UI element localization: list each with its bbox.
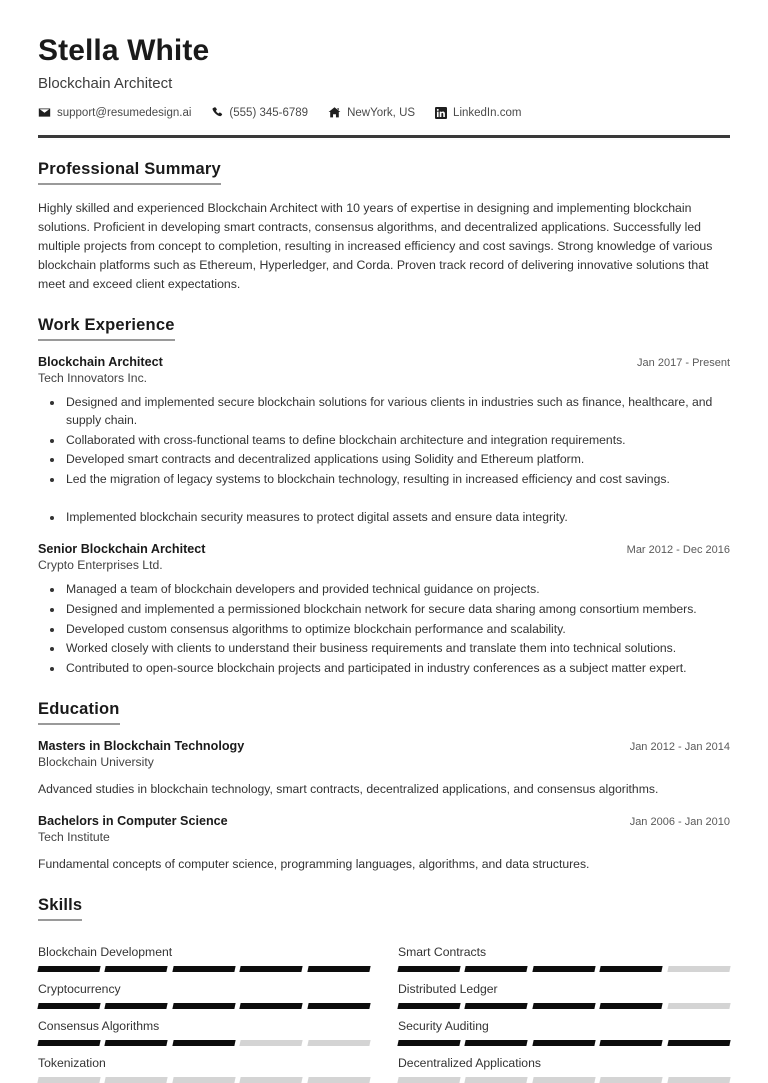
section-heading-summary: Professional Summary — [38, 160, 221, 185]
skill-rating-segment — [667, 966, 731, 972]
section-professional-summary — [38, 160, 730, 294]
experience-company: Crypto Enterprises Ltd. — [38, 558, 163, 573]
skill-rating-segment — [37, 1077, 101, 1083]
section-education — [38, 700, 730, 874]
contact-email[interactable] — [38, 106, 191, 119]
education-school: Tech Institute — [38, 830, 110, 845]
skill-rating-segment — [307, 1040, 371, 1046]
skill-rating-segment — [240, 1077, 304, 1083]
skill-rating-segment — [240, 966, 304, 972]
experience-entry — [38, 355, 730, 526]
list-item: • Developed smart contracts and decentralized applications using Solidity and Ethereum platform. — [64, 451, 730, 469]
skill-label: Cryptocurrency — [38, 982, 121, 997]
skill-rating-segment — [105, 1077, 169, 1083]
skill-rating-bar — [398, 1077, 730, 1083]
education-description: Fundamental concepts of computer science, programming languages, algorithms, and data structures. — [38, 857, 590, 872]
experience-company: Tech Innovators Inc. — [38, 371, 148, 386]
education-date: Jan 2006 - Jan 2010 — [629, 816, 730, 829]
skill-item — [398, 1009, 730, 1046]
skill-rating-segment — [307, 1077, 371, 1083]
contact-phone[interactable] — [211, 106, 308, 119]
skill-rating-segment — [172, 1003, 236, 1009]
section-work-experience — [38, 316, 730, 678]
section-heading-education: Education — [38, 700, 120, 725]
phone-icon — [211, 106, 223, 119]
skill-rating-segment — [667, 1003, 731, 1009]
experience-title: Blockchain Architect — [38, 355, 163, 370]
resume-header — [38, 34, 730, 138]
education-school: Blockchain University — [38, 754, 154, 769]
skill-rating-segment — [667, 1040, 731, 1046]
skill-rating-segment — [397, 1003, 461, 1009]
skill-label: Security Auditing — [398, 1019, 489, 1034]
envelope-icon — [38, 106, 51, 119]
skill-rating-segment — [600, 1077, 664, 1083]
contact-linkedin-text: LinkedIn.com — [453, 106, 522, 119]
skill-rating-bar — [398, 1040, 730, 1046]
skill-rating-segment — [172, 966, 236, 972]
experience-bullets — [38, 581, 730, 677]
skill-rating-segment — [240, 1003, 304, 1009]
skill-rating-segment — [600, 1040, 664, 1046]
skill-item — [38, 1046, 370, 1083]
section-heading-experience: Work Experience — [38, 316, 175, 341]
skill-rating-segment — [307, 1003, 371, 1009]
skill-rating-segment — [37, 966, 101, 972]
experience-date: Jan 2017 - Present — [637, 357, 730, 370]
experience-bullets — [38, 394, 730, 526]
linkedin-icon — [435, 107, 447, 119]
list-item: • Managed a team of blockchain developers and provided technical guidance on projects. — [64, 581, 730, 599]
section-skills — [38, 896, 730, 1083]
list-item: • Designed and implemented a permissioned blockchain network for secure data sharing among consortium members. — [64, 601, 730, 619]
skill-rating-segment — [600, 1003, 664, 1009]
contact-location-text: NewYork, US — [347, 106, 416, 119]
education-degree: Bachelors in Computer Science — [38, 814, 228, 829]
skill-rating-segment — [397, 1077, 461, 1083]
skill-item — [398, 935, 730, 972]
home-icon — [328, 106, 341, 119]
candidate-job-title: Blockchain Architect — [38, 75, 173, 92]
skill-item — [38, 1009, 370, 1046]
skill-rating-segment — [105, 1040, 169, 1046]
education-entry — [38, 739, 730, 799]
list-item: • Implemented blockchain security measures to protect digital assets and ensure data integrity. — [64, 509, 730, 527]
education-entry — [38, 814, 730, 874]
skill-label: Smart Contracts — [398, 945, 487, 960]
skill-rating-segment — [465, 1040, 529, 1046]
skill-label: Distributed Ledger — [398, 982, 498, 997]
skill-rating-segment — [240, 1040, 304, 1046]
skill-rating-segment — [172, 1077, 236, 1083]
list-item: • Designed and implemented secure blockchain solutions for various clients in industries such as finance, healthcare, and supply chain. — [64, 394, 730, 429]
skill-rating-bar — [38, 966, 370, 972]
section-heading-skills: Skills — [38, 896, 82, 921]
skill-rating-segment — [37, 1040, 101, 1046]
skill-rating-segment — [465, 1003, 529, 1009]
skill-rating-segment — [667, 1077, 731, 1083]
contact-phone-text: (555) 345-6789 — [229, 106, 309, 119]
skill-item — [38, 972, 370, 1009]
skill-rating-segment — [465, 966, 529, 972]
skill-rating-bar — [38, 1003, 370, 1009]
skill-label: Consensus Algorithms — [38, 1019, 160, 1034]
skill-rating-segment — [105, 1003, 169, 1009]
skill-rating-segment — [105, 966, 169, 972]
skill-rating-segment — [397, 1040, 461, 1046]
skill-label: Decentralized Applications — [398, 1056, 541, 1071]
skill-item — [398, 972, 730, 1009]
skill-rating-segment — [397, 966, 461, 972]
education-description: Advanced studies in blockchain technology, smart contracts, decentralized applications, and consensus algorithms. — [38, 781, 659, 796]
list-item: • Contributed to open-source blockchain projects and participated in industry conferences as a subject matter expert. — [64, 660, 730, 678]
list-item: • Collaborated with cross-functional teams to define blockchain architecture and integration requirements. — [64, 432, 730, 450]
skill-rating-bar — [38, 1077, 370, 1083]
skill-rating-bar — [38, 1040, 370, 1046]
skill-rating-segment — [465, 1077, 529, 1083]
skill-label: Tokenization — [38, 1056, 106, 1071]
experience-title: Senior Blockchain Architect — [38, 542, 206, 557]
contact-location[interactable] — [328, 106, 415, 119]
skill-rating-segment — [532, 1003, 596, 1009]
skill-rating-segment — [600, 966, 664, 972]
skill-label: Blockchain Development — [38, 945, 173, 960]
education-degree: Masters in Blockchain Technology — [38, 738, 245, 753]
summary-text: Highly skilled and experienced Blockchain Architect with 10 years of expertise in designing and implementing blockchain solutions. Proficient in developing smart contracts, consensus algorithms, and decentralized applications. Successfully led multiple projects from concept to completion, resulting in increased efficiency and cost savings. Strong knowledge of various blockchain platforms such as Ethereum, Hyperledger, and Corda. Proven track record of delivering innovative solutions that meet and exceed client expectations. — [38, 201, 713, 292]
skill-rating-segment — [532, 1077, 596, 1083]
contact-row — [38, 106, 730, 119]
contact-email-text: support@resumedesign.ai — [57, 106, 192, 119]
experience-entry — [38, 542, 730, 677]
contact-linkedin[interactable] — [435, 107, 521, 119]
skill-rating-bar — [398, 966, 730, 972]
skill-item — [38, 935, 370, 972]
skills-grid — [38, 935, 730, 1083]
education-date: Jan 2012 - Jan 2014 — [629, 740, 730, 753]
list-item: • Worked closely with clients to understand their business requirements and translate them into technical solutions. — [64, 640, 730, 658]
skill-rating-segment — [37, 1003, 101, 1009]
skill-rating-segment — [307, 966, 371, 972]
skill-rating-segment — [532, 1040, 596, 1046]
list-item: • Led the migration of legacy systems to blockchain technology, resulting in increased efficiency and cost savings. — [64, 471, 730, 489]
header-divider — [38, 135, 730, 138]
list-item: • Developed custom consensus algorithms to optimize blockchain performance and scalability. — [64, 621, 730, 639]
skill-rating-segment — [172, 1040, 236, 1046]
skill-rating-bar — [398, 1003, 730, 1009]
candidate-name: Stella White — [38, 34, 210, 67]
experience-date: Mar 2012 - Dec 2016 — [626, 544, 730, 557]
skill-item — [398, 1046, 730, 1083]
skill-rating-segment — [532, 966, 596, 972]
